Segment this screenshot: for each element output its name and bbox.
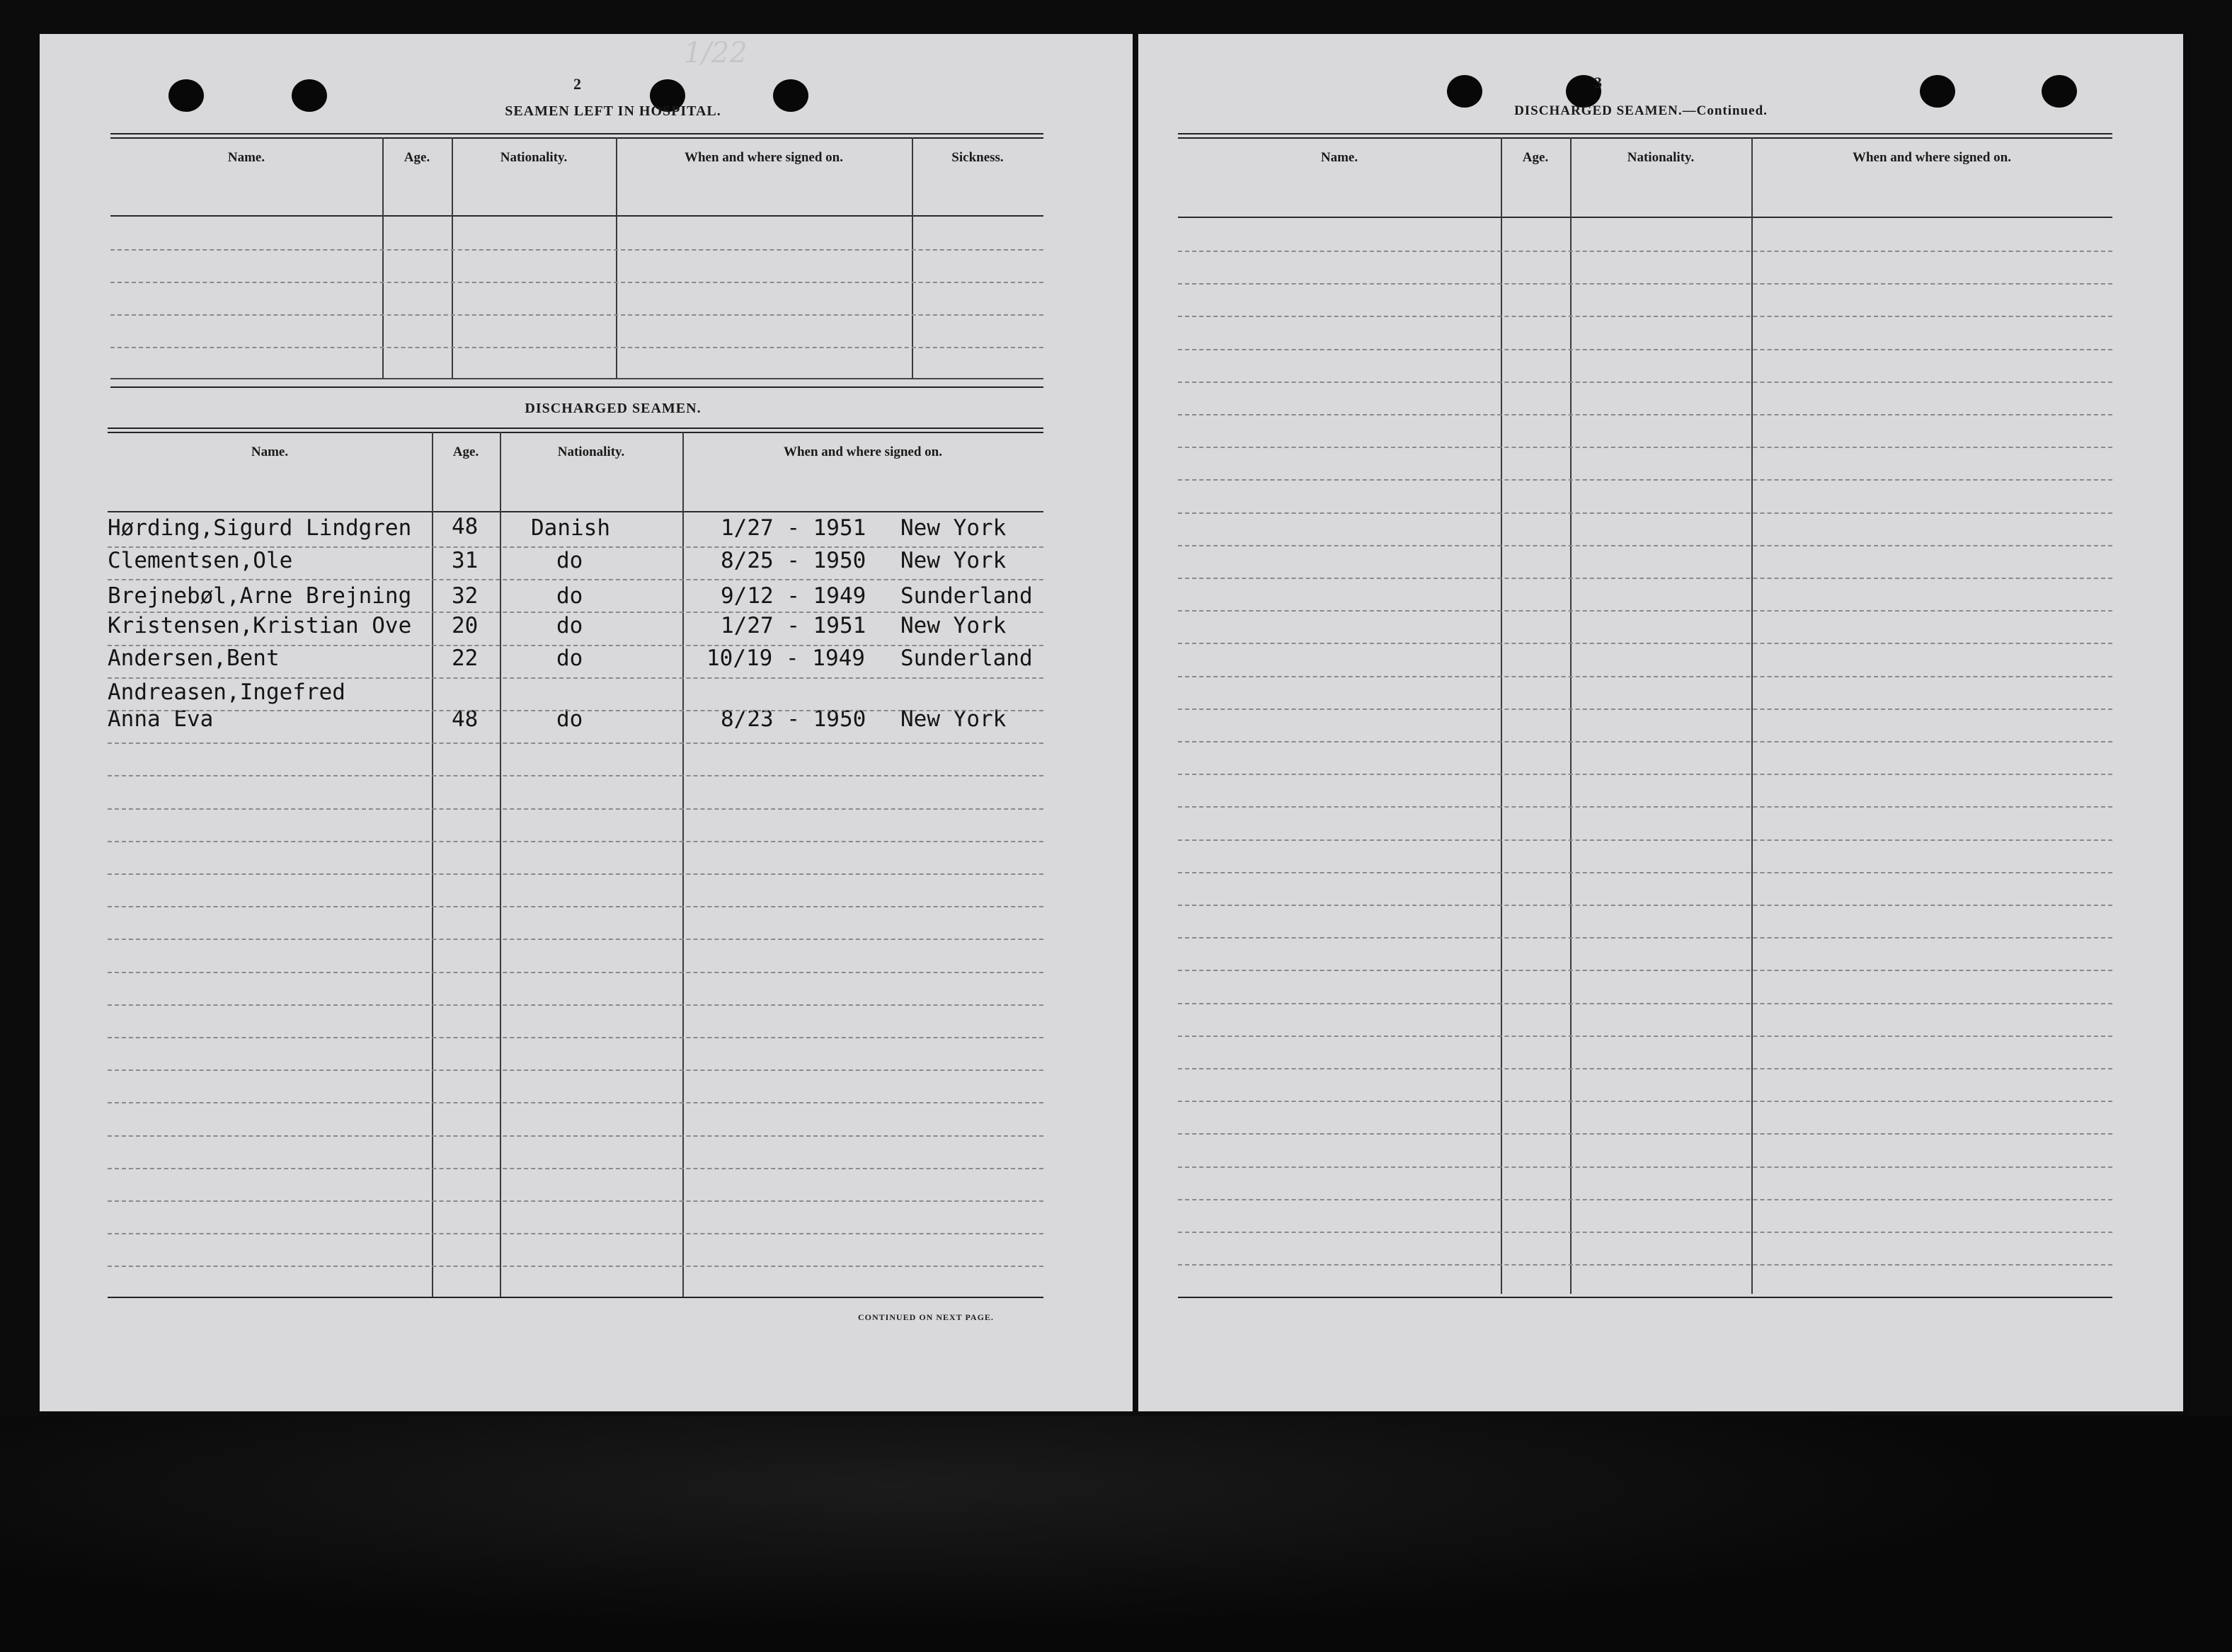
column-header: When and where signed on.: [783, 444, 942, 459]
ruled-line: [1178, 741, 2112, 742]
seaman-nationality: do: [556, 706, 583, 732]
ruled-line: [108, 710, 1043, 711]
right-page: [1138, 34, 2183, 1411]
ruled-line: [1178, 1232, 2112, 1233]
ruled-line: [108, 1200, 1043, 1202]
ruled-line: [108, 775, 1043, 776]
ruled-line: [1178, 1264, 2112, 1266]
ruled-line: [1178, 447, 2112, 448]
seaman-nationality: do: [556, 583, 583, 609]
ruled-line: [1178, 806, 2112, 808]
signed-on-date: 8/23 - 1950: [721, 706, 866, 732]
seaman-age: 22: [452, 646, 479, 671]
seaman-name: Andreasen,Ingefred: [108, 679, 345, 705]
column-header: Sickness.: [951, 150, 1004, 165]
discharged-section-title: DISCHARGED SEAMEN.: [525, 401, 702, 416]
discharged-table: [108, 428, 1043, 1348]
handwritten-note: 1/22: [684, 37, 748, 69]
ruled-line: [1178, 905, 2112, 906]
ruled-line: [1178, 578, 2112, 579]
ruled-line: [108, 612, 1043, 613]
signed-on-place: New York: [900, 706, 1007, 732]
seaman-age: 48: [452, 514, 479, 539]
ruled-line: [1178, 1036, 2112, 1037]
hospital-section-title: SEAMEN LEFT IN HOSPITAL.: [505, 103, 721, 119]
seaman-name: Hørding,Sigurd Lindgren: [108, 515, 412, 541]
ruled-line: [108, 1004, 1043, 1006]
scan-background: [0, 1416, 2232, 1652]
signed-on-place: New York: [900, 613, 1007, 638]
ruled-line: [108, 1102, 1043, 1103]
ruled-line: [108, 742, 1043, 744]
signed-on-place: New York: [900, 515, 1007, 541]
seaman-age: 32: [452, 583, 479, 609]
ruled-line: [108, 677, 1043, 679]
page-number: 2: [573, 75, 582, 93]
ruled-line: [108, 972, 1043, 973]
discharged-continued-table: [1178, 133, 2112, 1350]
ruled-line: [108, 645, 1043, 646]
column-header: Nationality.: [557, 444, 625, 459]
column-header: Name.: [1320, 150, 1358, 165]
signed-on-date: 10/19 - 1949: [706, 646, 865, 671]
punch-hole: [292, 79, 327, 112]
seaman-nationality: do: [556, 548, 583, 573]
column-header: Age.: [404, 150, 430, 165]
ruled-line: [1178, 251, 2112, 252]
seaman-name: Kristensen,Kristian Ove: [108, 613, 412, 638]
ruled-line: [1178, 937, 2112, 939]
column-header: Name.: [227, 150, 265, 165]
hospital-table-header: [110, 150, 1043, 166]
ruled-line: [1178, 283, 2112, 285]
ruled-line: [1178, 1133, 2112, 1135]
seaman-age: 31: [452, 548, 479, 573]
seaman-nationality: do: [556, 613, 583, 638]
column-header: Age.: [452, 444, 479, 459]
ruled-line: [1178, 316, 2112, 317]
signed-on-date: 8/25 - 1950: [721, 548, 866, 573]
ruled-line: [108, 546, 1043, 548]
ruled-line: [108, 939, 1043, 940]
ruled-line: [108, 1168, 1043, 1169]
ruled-line: [108, 1069, 1043, 1071]
discharged-continued-header: [1178, 150, 2112, 166]
column-header: Nationality.: [500, 150, 568, 165]
ruled-line: [108, 1037, 1043, 1038]
ruled-line: [1178, 1068, 2112, 1069]
page-number: 3: [1594, 74, 1603, 91]
signed-on-date: 9/12 - 1949: [721, 583, 866, 609]
continued-footer: CONTINUED ON NEXT PAGE.: [858, 1312, 994, 1322]
column-header: Age.: [1522, 150, 1549, 165]
ruled-line: [108, 841, 1043, 842]
ruled-line: [1178, 512, 2112, 514]
ruled-line: [108, 906, 1043, 907]
ruled-line: [1178, 872, 2112, 873]
column-header: When and where signed on.: [1852, 150, 2011, 165]
punch-hole: [2042, 75, 2077, 108]
column-header: When and where signed on.: [684, 150, 843, 165]
seaman-name: Brejnebøl,Arne Brejning: [108, 583, 412, 609]
seaman-age: 48: [452, 706, 479, 732]
ruled-line: [108, 579, 1043, 580]
discharged-table-header: [108, 444, 1043, 460]
ruled-line: [1178, 349, 2112, 350]
ruled-line: [1178, 1166, 2112, 1168]
seaman-name: Anna Eva: [108, 706, 214, 732]
ruled-line: [1178, 414, 2112, 415]
discharged-continued-title: DISCHARGED SEAMEN.—Continued.: [1514, 103, 1768, 118]
ruled-line: [1178, 610, 2112, 612]
ruled-line: [1178, 774, 2112, 775]
seaman-nationality: Danish: [531, 515, 610, 541]
ruled-line: [108, 1233, 1043, 1234]
signed-on-place: New York: [900, 548, 1007, 573]
ruled-line: [1178, 545, 2112, 546]
seaman-name: Andersen,Bent: [108, 646, 280, 671]
signed-on-place: Sunderland: [900, 583, 1033, 609]
ruled-line: [1178, 709, 2112, 710]
ruled-line: [1178, 479, 2112, 481]
seaman-nationality: do: [556, 646, 583, 671]
ruled-line: [1178, 643, 2112, 644]
signed-on-place: Sunderland: [900, 646, 1033, 671]
hospital-table: [110, 133, 1043, 423]
ruled-line: [1178, 1003, 2112, 1004]
ruled-line: [108, 1266, 1043, 1267]
ruled-line: [1178, 1101, 2112, 1102]
seaman-name: Clementsen,Ole: [108, 548, 293, 573]
ruled-line: [108, 873, 1043, 875]
left-page: [40, 34, 1133, 1411]
column-header: Name.: [251, 444, 289, 459]
signed-on-date: 1/27 - 1951: [721, 515, 866, 541]
ruled-line: [1178, 839, 2112, 841]
seaman-age: 20: [452, 613, 479, 638]
signed-on-date: 1/27 - 1951: [721, 613, 866, 638]
ruled-line: [1178, 382, 2112, 383]
ruled-line: [108, 1135, 1043, 1137]
punch-hole: [168, 79, 204, 112]
ruled-line: [108, 808, 1043, 810]
ruled-line: [1178, 676, 2112, 677]
column-header: Nationality.: [1627, 150, 1695, 165]
ruled-line: [1178, 1199, 2112, 1200]
ruled-line: [1178, 970, 2112, 971]
